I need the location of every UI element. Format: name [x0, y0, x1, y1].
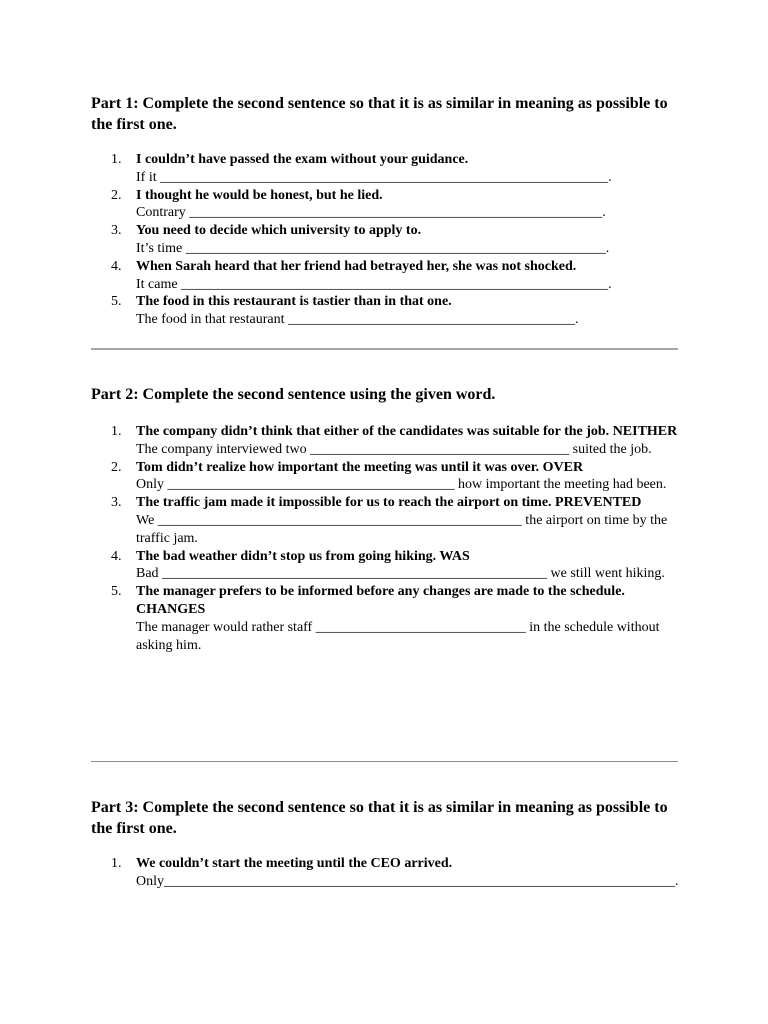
answer-line[interactable]: Only_________________________________________________________________________. [136, 873, 679, 889]
keyword: NEITHER [612, 424, 678, 439]
answer-line[interactable]: If it ________________________________________________________________. [136, 169, 612, 185]
question-text: The manager prefers to be informed before any changes are made to the schedule. [136, 584, 625, 600]
question-sentence: When Sarah heard that her friend had betrayed her, she was not shocked. [136, 258, 577, 274]
answer-line[interactable]: We ____________________________________________________ the airport on time by the traffic jam. [136, 512, 668, 546]
answer-line[interactable]: It’s time ____________________________________________________________. [136, 240, 610, 256]
answer-line[interactable]: Bad _______________________________________________________ we still went hiking. [136, 566, 665, 582]
keyword: CHANGES [136, 601, 206, 617]
question-text: The traffic jam made it impossible for us to reach the airport on time. [136, 495, 552, 511]
part3-heading: Part 3: Complete the second sentence so that it is as similar in meaning as possible to the first one. [91, 799, 668, 837]
section-divider [91, 761, 678, 762]
part2-item-4 [91, 548, 678, 584]
part2-list [91, 423, 678, 654]
keyword: OVER [542, 459, 584, 475]
answer-line[interactable]: It came _____________________________________________________________. [136, 276, 612, 292]
item-number: 1. [111, 152, 122, 167]
section-divider [91, 348, 678, 350]
question-text: Tom didn’t realize how important the meeting was until it was over. [136, 459, 540, 475]
question-sentence [136, 459, 678, 477]
part3-section [91, 797, 678, 891]
part1-item-3 [91, 222, 678, 258]
item-number: 1. [111, 856, 122, 871]
question-text: The company didn’t think that either of the candidates was suitable for the job. [136, 424, 610, 439]
question-sentence: You need to decide which university to apply to. [136, 223, 422, 239]
question-sentence: I thought he would be honest, but he lied. [136, 187, 383, 203]
part2-item-3 [91, 494, 678, 547]
question-sentence [136, 583, 678, 619]
part1-item-4 [91, 258, 678, 294]
item-number: 1. [111, 424, 122, 439]
item-number: 4. [111, 548, 122, 564]
question-sentence [136, 494, 678, 512]
part1-item-1 [91, 151, 678, 187]
part2-section [91, 384, 678, 654]
part2-item-5 [91, 583, 678, 654]
part1-item-2 [91, 187, 678, 223]
question-sentence: We couldn’t start the meeting until the CEO arrived. [136, 856, 453, 871]
part1-section [91, 93, 678, 329]
answer-line[interactable]: Only _________________________________________ how important the meeting had been. [136, 477, 667, 493]
question-sentence [136, 423, 678, 441]
item-number: 3. [111, 495, 122, 511]
item-number: 4. [111, 258, 122, 274]
question-sentence: The food in this restaurant is tastier than in that one. [136, 294, 452, 310]
part2-item-1 [91, 423, 678, 459]
part3-item-1 [91, 855, 678, 891]
question-text: The bad weather didn’t stop us from going hiking. [136, 548, 437, 564]
part2-heading: Part 2: Complete the second sentence using the given word. [91, 386, 496, 403]
item-number: 2. [111, 459, 122, 475]
answer-line[interactable]: The manager would rather staff ______________________________ in the schedule without asking him. [136, 619, 660, 653]
answer-line[interactable]: The company interviewed two _____________________________________ suited the job. [136, 441, 652, 457]
keyword: PREVENTED [555, 495, 642, 511]
question-sentence: I couldn’t have passed the exam without your guidance. [136, 152, 469, 167]
item-number: 5. [111, 584, 122, 600]
part2-item-2 [91, 459, 678, 495]
item-number: 3. [111, 223, 122, 239]
item-number: 5. [111, 294, 122, 310]
part3-list [91, 855, 678, 891]
question-sentence [136, 548, 678, 566]
part1-item-5 [91, 293, 678, 329]
part1-list [91, 151, 678, 329]
answer-line[interactable]: The food in that restaurant _________________________________________. [136, 312, 579, 328]
answer-line[interactable]: Contrary ___________________________________________________________. [136, 205, 606, 221]
part1-heading: Part 1: Complete the second sentence so that it is as similar in meaning as possible to the first one. [91, 95, 668, 133]
keyword: WAS [439, 548, 470, 564]
item-number: 2. [111, 187, 122, 203]
